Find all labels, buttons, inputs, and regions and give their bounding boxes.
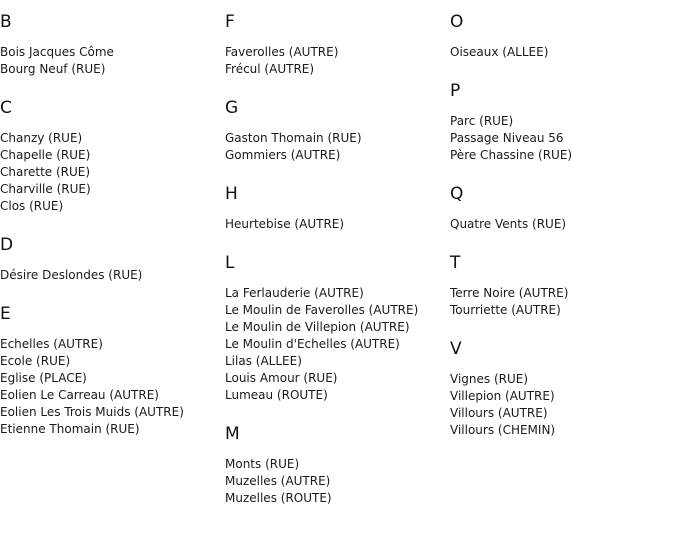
street-link[interactable]: Charette (RUE) — [0, 165, 91, 179]
street-index-column-3 — [450, 10, 670, 457]
letter-group — [0, 302, 220, 438]
letter-heading: P — [450, 81, 461, 101]
letter-group — [450, 10, 670, 61]
street-link[interactable]: Heurtebise (AUTRE) — [225, 217, 345, 231]
street-link[interactable]: Père Chassine (RUE) — [450, 148, 573, 162]
street-index-column-1 — [0, 10, 220, 456]
street-link[interactable]: Ecole (RUE) — [0, 354, 71, 368]
letter-group — [225, 251, 445, 404]
street-link[interactable]: Echelles (AUTRE) — [0, 337, 103, 351]
street-list — [450, 371, 670, 439]
letter-heading: Q — [450, 184, 464, 204]
letter-heading: B — [0, 12, 12, 32]
letter-heading: M — [225, 424, 240, 444]
letter-heading: O — [450, 12, 464, 32]
street-link[interactable]: Villepion (AUTRE) — [450, 389, 555, 403]
street-list — [225, 456, 445, 507]
street-list — [0, 336, 220, 438]
street-link[interactable]: Parc (RUE) — [450, 114, 514, 128]
street-link[interactable]: Lumeau (ROUTE) — [225, 388, 328, 402]
street-link[interactable]: Frécul (AUTRE) — [225, 62, 315, 76]
letter-heading: D — [0, 235, 14, 255]
street-link[interactable]: Chanzy (RUE) — [0, 131, 83, 145]
street-link[interactable]: Lilas (ALLEE) — [225, 354, 302, 368]
letter-group — [450, 251, 670, 319]
street-link[interactable]: Passage Niveau 56 — [450, 131, 564, 145]
street-link[interactable]: Le Moulin de Faverolles (AUTRE) — [225, 303, 419, 317]
street-link[interactable]: Désire Deslondes (RUE) — [0, 268, 143, 282]
street-link[interactable]: Chapelle (RUE) — [0, 148, 91, 162]
letter-group — [225, 10, 445, 78]
letter-heading: V — [450, 339, 462, 359]
street-list — [225, 130, 445, 164]
letter-group — [450, 79, 670, 164]
street-link[interactable]: Villours (AUTRE) — [450, 406, 548, 420]
street-link[interactable]: Quatre Vents (RUE) — [450, 217, 567, 231]
letter-heading: H — [225, 184, 238, 204]
street-link[interactable]: Le Moulin de Villepion (AUTRE) — [225, 320, 410, 334]
street-link[interactable]: Clos (RUE) — [0, 199, 64, 213]
street-list — [225, 285, 445, 404]
street-list — [0, 44, 220, 78]
street-list — [0, 267, 220, 284]
street-link[interactable]: Terre Noire (AUTRE) — [450, 286, 569, 300]
street-link[interactable]: Etienne Thomain (RUE) — [0, 422, 140, 436]
letter-group — [225, 96, 445, 164]
letter-group — [0, 96, 220, 215]
letter-group — [225, 422, 445, 507]
street-link[interactable]: Eolien Le Carreau (AUTRE) — [0, 388, 159, 402]
street-link[interactable]: La Ferlauderie (AUTRE) — [225, 286, 364, 300]
letter-group — [0, 233, 220, 284]
street-index-column-2 — [225, 10, 445, 525]
street-link[interactable]: Muzelles (AUTRE) — [225, 474, 331, 488]
street-list — [225, 44, 445, 78]
street-list — [225, 216, 445, 233]
street-list — [0, 130, 220, 215]
street-link[interactable]: Eolien Les Trois Muids (AUTRE) — [0, 405, 184, 419]
street-link[interactable]: Charville (RUE) — [0, 182, 91, 196]
street-link[interactable]: Vignes (RUE) — [450, 372, 529, 386]
street-link[interactable]: Eglise (PLACE) — [0, 371, 87, 385]
street-link[interactable]: Villours (CHEMIN) — [450, 423, 556, 437]
street-link[interactable]: Monts (RUE) — [225, 457, 300, 471]
street-link[interactable]: Oiseaux (ALLEE) — [450, 45, 549, 59]
street-link[interactable]: Gaston Thomain (RUE) — [225, 131, 362, 145]
street-list — [450, 285, 670, 319]
street-link[interactable]: Muzelles (ROUTE) — [225, 491, 332, 505]
street-list — [450, 216, 670, 233]
letter-heading: F — [225, 12, 235, 32]
letter-heading: C — [0, 98, 12, 118]
letter-group — [0, 10, 220, 78]
street-link[interactable]: Gommiers (AUTRE) — [225, 148, 341, 162]
street-list — [450, 113, 670, 164]
street-link[interactable]: Le Moulin d'Echelles (AUTRE) — [225, 337, 400, 351]
letter-heading: L — [225, 253, 235, 273]
letter-heading: G — [225, 98, 239, 118]
street-link[interactable]: Tourriette (AUTRE) — [450, 303, 561, 317]
street-link[interactable]: Louis Amour (RUE) — [225, 371, 338, 385]
letter-group — [450, 337, 670, 439]
street-link[interactable]: Faverolles (AUTRE) — [225, 45, 339, 59]
street-link[interactable]: Bois Jacques Côme — [0, 45, 114, 59]
letter-heading: E — [0, 304, 11, 324]
letter-group — [225, 182, 445, 233]
letter-group — [450, 182, 670, 233]
street-list — [450, 44, 670, 61]
letter-heading: T — [450, 253, 461, 273]
street-link[interactable]: Bourg Neuf (RUE) — [0, 62, 106, 76]
